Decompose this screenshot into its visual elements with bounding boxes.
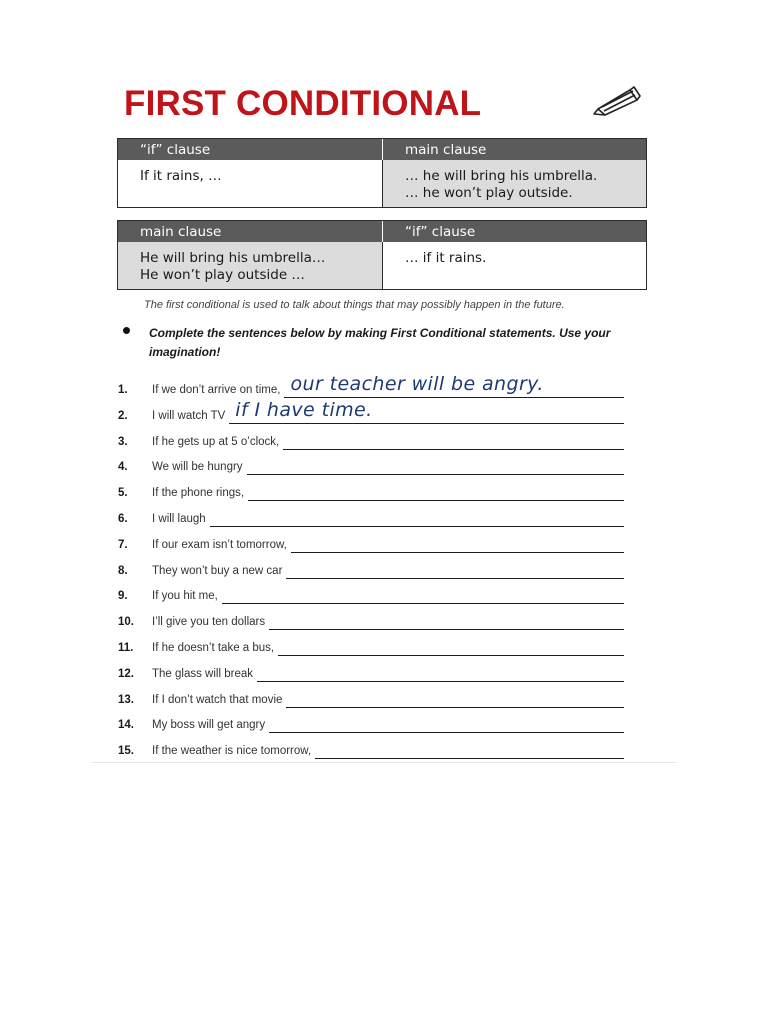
answer-line[interactable]: [210, 504, 624, 527]
exercise-number: 1.: [118, 384, 128, 396]
exercise-number: 4.: [118, 461, 128, 474]
answer-line[interactable]: [229, 398, 624, 424]
answer-line[interactable]: [247, 452, 624, 475]
exercise-prompt: If I don’t watch that movie: [152, 693, 283, 706]
cell-line: … he will bring his umbrella.: [405, 168, 598, 184]
exercise-number: 7.: [118, 538, 128, 551]
answer-line[interactable]: [286, 556, 624, 579]
page-title: FIRST CONDITIONAL: [124, 84, 482, 123]
answer-line[interactable]: [278, 633, 624, 656]
exercise-number: 5.: [118, 487, 128, 500]
answer-line[interactable]: [315, 736, 624, 759]
answer-line[interactable]: [248, 478, 624, 501]
instructions: Complete the sentences below by making First Conditional statements. Use your imagination!: [149, 326, 611, 359]
header-if-clause: “if” clause: [140, 142, 211, 158]
exercise-item: [118, 713, 624, 733]
exercise-prompt: The glass will break: [152, 667, 253, 680]
usage-note: The first conditional is used to talk about things that may possibly happen in the future.: [144, 299, 565, 311]
answer-line[interactable]: [222, 581, 624, 604]
table-header: [118, 139, 646, 160]
exercise-item: [118, 430, 624, 450]
table-header: [118, 221, 646, 242]
exercise-prompt: If he gets up at 5 o’clock,: [152, 435, 280, 448]
exercise-item: [118, 373, 624, 398]
cell-if-clause: [118, 160, 382, 207]
exercise-prompt: If the phone rings,: [152, 487, 245, 500]
conditional-table-if-first: [117, 138, 647, 208]
cell-line: He won’t play outside …: [140, 267, 305, 283]
exercise-prompt: My boss will get angry: [152, 719, 266, 732]
header-main-clause: main clause: [382, 139, 646, 160]
cell-line: If it rains, …: [140, 168, 222, 184]
exercise-item: [118, 481, 624, 501]
exercise-number: 3.: [118, 435, 128, 448]
exercise-number: 13.: [118, 693, 134, 706]
answer-line[interactable]: [257, 659, 624, 682]
exercise-item: [118, 398, 624, 424]
exercise-number: 10.: [118, 616, 134, 629]
cell-line: … if it rains.: [405, 250, 487, 266]
answer-line[interactable]: [283, 427, 624, 450]
exercise-item: [118, 688, 624, 708]
exercise-item: [118, 636, 624, 656]
exercise-prompt: We will be hungry: [152, 461, 243, 474]
cell-main-clause: [118, 242, 382, 289]
answer-line[interactable]: [284, 375, 624, 398]
exercise-prompt: If he doesn’t take a bus,: [152, 642, 275, 654]
exercise-number: 9.: [118, 590, 128, 603]
exercise-item: [118, 584, 624, 604]
exercise-number: 8.: [118, 564, 128, 577]
header-main-clause: main clause: [140, 224, 222, 240]
exercise-prompt: I will laugh: [152, 513, 206, 525]
header-if-clause: “if” clause: [382, 221, 646, 242]
exercise-item: [118, 739, 624, 759]
answer-line[interactable]: [291, 530, 624, 553]
handwritten-answer: if I have time.: [235, 398, 373, 421]
answer-line[interactable]: [269, 607, 624, 630]
exercise-number: 12.: [118, 667, 134, 680]
exercise-item: [118, 610, 624, 630]
exercise-item: [118, 559, 624, 579]
cell-main-clause: [382, 160, 646, 207]
cell-line: He will bring his umbrella…: [140, 250, 326, 266]
bullet-icon: [123, 327, 130, 334]
answer-line[interactable]: [269, 710, 624, 733]
exercise-prompt: If our exam isn’t tomorrow,: [152, 538, 287, 551]
exercise-prompt: If we don’t arrive on time,: [152, 384, 281, 396]
cell-if-clause: [382, 242, 646, 289]
exercise-item: [118, 455, 624, 475]
exercise-prompt: If the weather is nice tomorrow,: [152, 745, 312, 758]
cell-line: … he won’t play outside.: [405, 185, 573, 201]
exercise-prompt: They won’t buy a new car: [152, 564, 283, 577]
conditional-table-main-first: [117, 220, 647, 290]
exercise-item: [118, 662, 624, 682]
exercise-prompt: I will watch TV: [152, 409, 226, 422]
pencil-icon: [592, 82, 642, 116]
exercise-number: 6.: [118, 513, 128, 525]
exercise-number: 14.: [118, 719, 134, 732]
handwritten-answer: our teacher will be angry.: [290, 373, 544, 395]
exercise-number: 15.: [118, 745, 134, 758]
exercise-prompt: If you hit me,: [152, 590, 218, 603]
answer-line[interactable]: [286, 685, 624, 708]
exercise-number: 11.: [118, 642, 134, 654]
exercise-prompt: I’ll give you ten dollars: [152, 616, 266, 629]
exercise-item: [118, 533, 624, 553]
exercise-item: [118, 507, 624, 527]
exercise-number: 2.: [118, 409, 128, 422]
